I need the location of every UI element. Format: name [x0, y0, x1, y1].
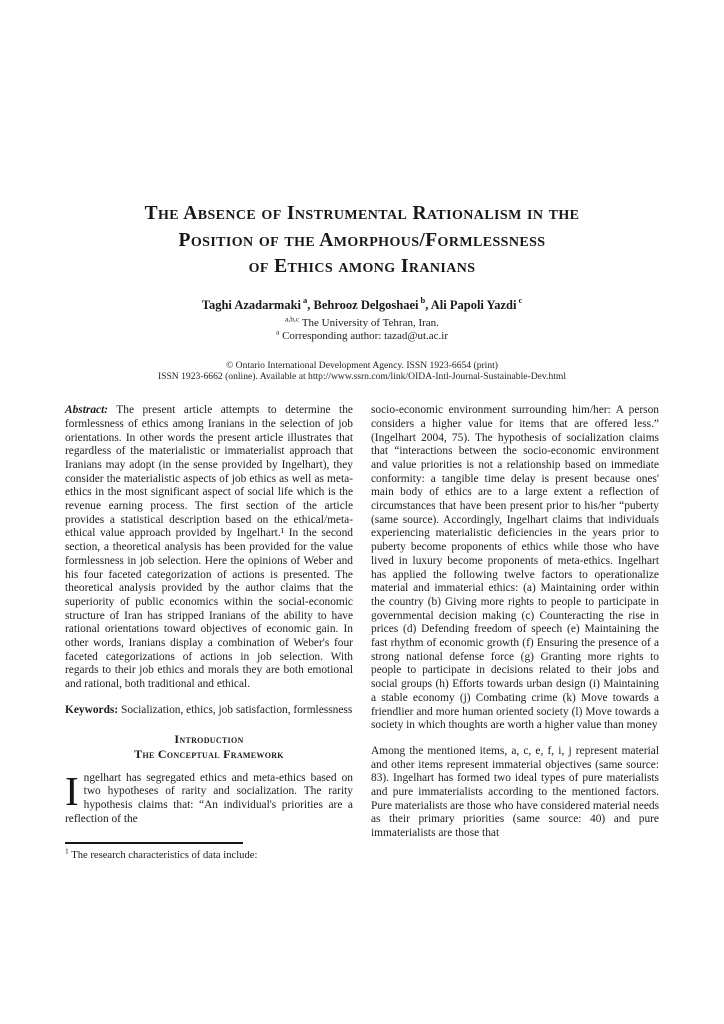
- abstract-label: Abstract:: [65, 404, 109, 417]
- right-column: [371, 404, 659, 862]
- drop-cap: I: [65, 767, 79, 814]
- author-3-affiliation-marker: c: [518, 295, 523, 306]
- paper-title: [0, 201, 724, 281]
- title-line-1: The Absence of Instrumental Rationalism in the: [144, 203, 580, 224]
- section-heading: [65, 732, 353, 762]
- keywords-paragraph: [65, 704, 353, 718]
- title-line-3: of Ethics among Iranians: [248, 256, 476, 277]
- footnote-divider: [65, 842, 243, 844]
- title-line-2: Position of the Amorphous/Formlessness: [178, 229, 546, 251]
- article-body: [0, 404, 724, 862]
- affiliation-line: [0, 313, 724, 331]
- author-2-affiliation-marker: b: [420, 295, 426, 306]
- introduction-paragraph: [65, 767, 353, 827]
- copyright-block: [0, 360, 724, 384]
- author-1-affiliation-marker: a: [303, 295, 308, 306]
- footnote-marker: 1: [65, 846, 69, 856]
- abstract-text: The present article attempts to determine the formlessness of ethics among Iranians in the selection of job orientations. In other words the present article illustrates that regardless of the materialistic or immaterialist approach that Iranians may adopt (in the sense provided by Ingelhart), they consider the materialistic aspects of job ethics as well as meta-ethics in the most significant aspect of social life which is the revenue earning process. The first section of the article provides a statistical description based on the ethical/meta-ethical value approach provided by Ingelhart.¹ In the second section, a theoretical analysis has been provided for the value formlessness in job selection. Here the opinions of Weber and his four faceted categorization of actions is presented. The theoretical analysis provided by the author claims that the superiority of public economics within the social-economic structure of Iran has stripped Iranians of the ability to have rational orientations toward objectives of economic gain. In other words, Iranians display a combination of Weber's four faceted categorizations of actions in job selection. With regards to their job ethics and morals they are both emotional and rational, both traditional and ethical.: [65, 404, 353, 691]
- corresponding-marker: a: [275, 327, 280, 337]
- keywords-text: Socialization, ethics, job satisfaction, formlessness: [121, 703, 353, 716]
- corresponding-author-line: [0, 327, 724, 344]
- corresponding-text: Corresponding author: tazad@ut.ac.ir: [282, 330, 448, 342]
- left-column: [65, 404, 353, 862]
- section-heading-line-2: The Conceptual Framework: [134, 746, 284, 761]
- title-block: [0, 0, 724, 383]
- copyright-line-2: ISSN 1923-6662 (online). Available at http://www.ssrn.com/link/OIDA-Intl-Journal-Sustainable-Dev.html: [157, 371, 567, 383]
- author-3: Ali Papoli Yazdi $^c$: [430, 295, 523, 312]
- introduction-text: ngelhart has segregated ethics and meta-ethics based on two hypotheses of rarity and socialization. The rarity hypothesis claims that: “An individual's priorities are a reflection of the: [65, 771, 353, 825]
- author-2: Behrooz Delgoshaei $^b$,: [313, 295, 431, 312]
- affiliation-text: The University of Tehran, Iran.: [301, 316, 439, 329]
- copyright-line-1: © Ontario International Development Agency. ISSN 1923-6654 (print): [225, 359, 499, 371]
- footnote-text: The research characteristics of data include:: [71, 850, 258, 862]
- author-1: Taghi Azadarmaki $^a$,: [201, 295, 314, 312]
- affiliation-markers: a,b,c: [285, 313, 300, 323]
- section-heading-line-1: Introduction: [174, 731, 244, 746]
- footnote: [65, 846, 353, 862]
- body-paragraph-1: socio-economic environment surrounding him/her: A person considers a higher value for items that are offered less.” (Ingelhart 2004, 75). The hypothesis of socialization claims that “interactions between the socio-economic environment and value priorities is not a relationship based on immediate conformity: a tangible time delay is present because ones' main body of ethics are to a large extent a reflection of circumstances that have been present prior to his/her “puberty (same source). Accordingly, Ingelhart claims that individuals experiencing materialistic deficiencies in the years prior to puberty become proponents of ethics while those who have lived in luxury become proponents of meta-ethics. Ingelhart has applied the following twelve factors to operationalize material and immaterial ethics: (a) Maintaining order within the country (b) Giving more rights to people to participate in governmental decision making (c) Counteracting the rise in prices (d) Defending freedom of speech (e) Maintaining the fast rhythm of economic growth (f) Ensuring the presence of a strong national defense force (g) Granting more rights to people to participate in decisions related to their jobs and social groups (h) Efforts towards urban design (i) Maintaining a stable economy (j) Combating crime (k) Move towards a friendlier and more human oriented society (l) Move towards a society in which thoughts are worth a higher value than money: [371, 404, 659, 732]
- authors-line: [0, 295, 724, 313]
- abstract-paragraph: [65, 404, 353, 692]
- body-paragraph-2: Among the mentioned items, a, c, e, f, i, j represent material and other items represent immaterial objectives (same source: 83). Ingelhart has formed two ideal types of pure materialists and pure immaterialists according to the mentioned factors. Pure materialists are those who have considered material needs as their primary priorities (same source: 40) and pure immaterialists are those that: [371, 744, 659, 840]
- keywords-label: Keywords:: [65, 703, 119, 716]
